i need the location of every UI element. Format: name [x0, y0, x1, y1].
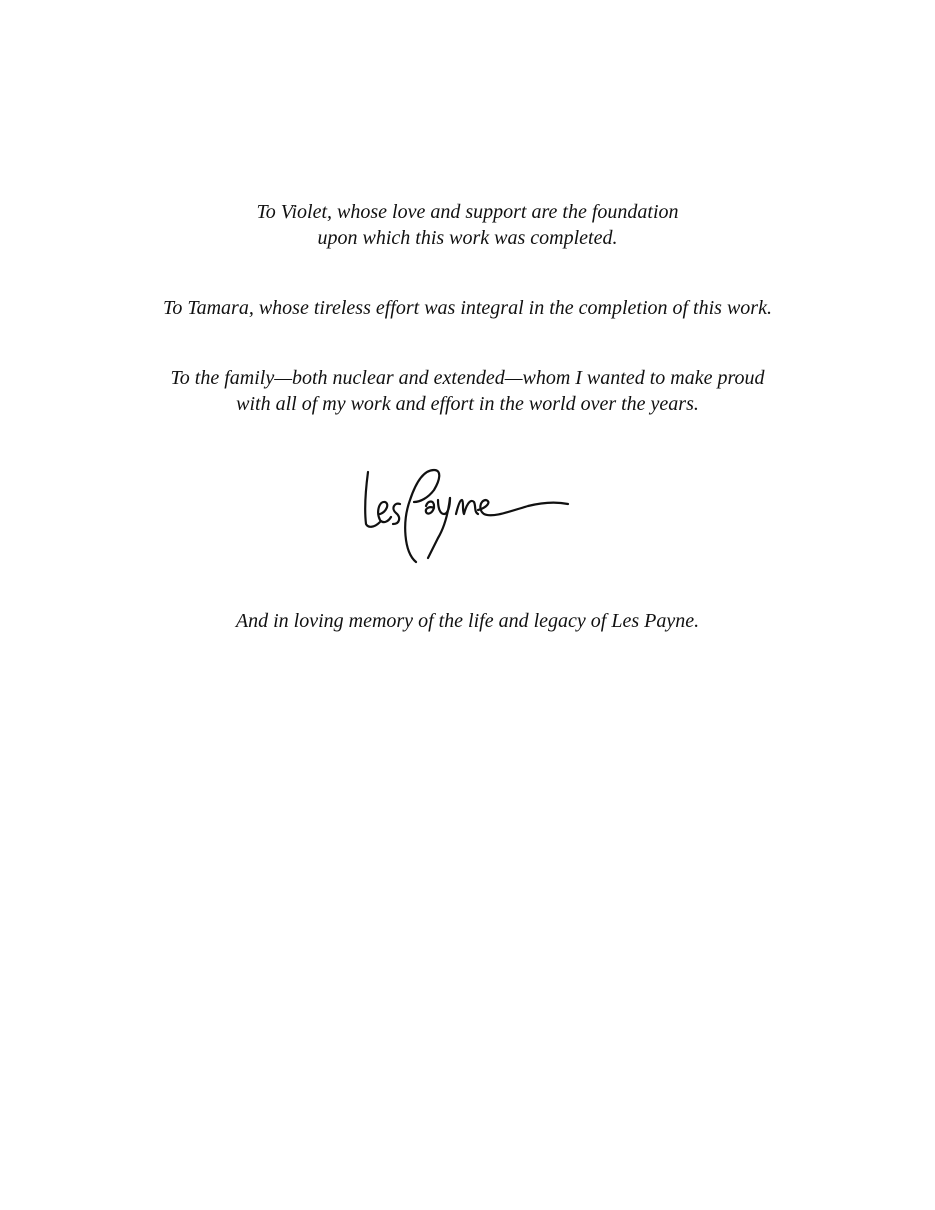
dedication-line: with all of my work and effort in the world over the years. — [236, 393, 699, 415]
dedication-line: To Violet, whose love and support are the foundation — [256, 201, 679, 223]
dedication-violet — [0, 199, 935, 251]
dedication-line: upon which this work was completed. — [317, 227, 618, 249]
dedication-memory — [0, 608, 935, 634]
dedication-family — [0, 365, 935, 417]
dedication-tamara — [0, 295, 935, 321]
dedication-line: To Tamara, whose tireless effort was integral in the completion of this work. — [163, 297, 772, 319]
dedication-line: To the family—both nuclear and extended—whom I wanted to make proud — [170, 367, 765, 389]
handwritten-signature — [358, 462, 574, 570]
dedication-line: And in loving memory of the life and legacy of Les Payne. — [235, 610, 700, 632]
signature-image — [358, 462, 574, 570]
